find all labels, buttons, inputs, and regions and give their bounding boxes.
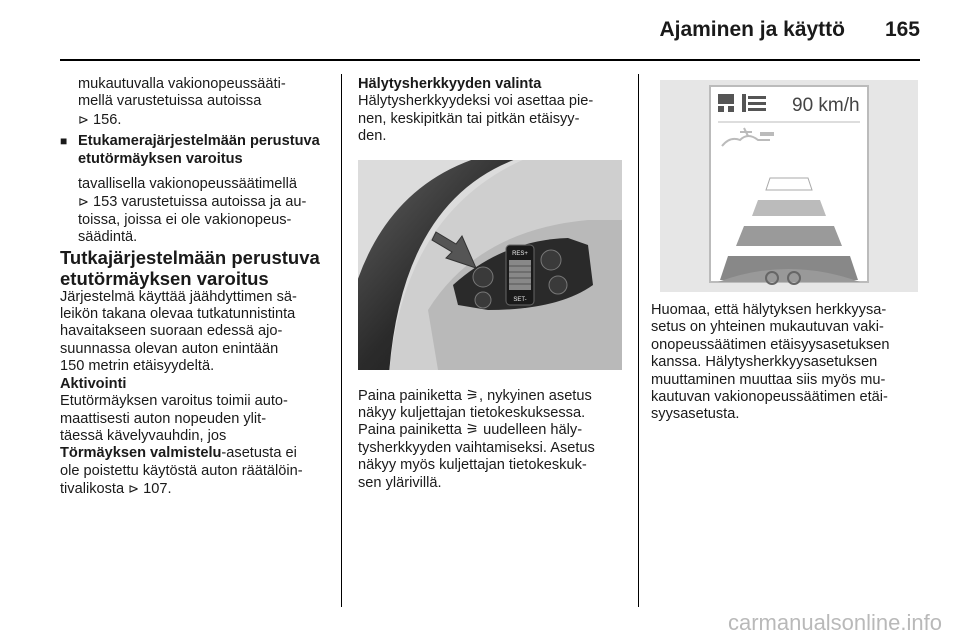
text-line: tysherkkyyden vaihtamiseksi. Asetus	[358, 439, 595, 456]
res-label: RES+	[512, 250, 528, 257]
paragraph	[651, 302, 926, 424]
column-2	[358, 76, 626, 492]
paragraph	[358, 93, 626, 145]
text-line: mellä varustetuissa autoissa	[78, 93, 262, 110]
text-line: säädintä.	[78, 229, 138, 246]
steering-wheel-illustration	[358, 160, 622, 370]
text-line: den.	[358, 128, 387, 145]
text-line: tavallisella vakionopeussäätimellä	[78, 176, 298, 193]
page-number: 165	[884, 18, 920, 41]
text-line: ole poistettu käytöstä auton räätälöin-	[60, 462, 303, 479]
text-line: muuttaminen muuttaa siis myös mu-	[651, 371, 886, 388]
reference-arrow-icon: ⊳	[78, 194, 89, 210]
text-line: suunnassa olevan auton enintään	[60, 340, 279, 357]
watermark[interactable]: carmanualsonline.info	[727, 610, 942, 635]
text-line: näkyy kuljettajan tietokeskuksessa.	[358, 405, 586, 422]
driver-info-display-icon	[660, 80, 918, 292]
text-line: leikön takana olevaa tutkatunnistinta	[60, 306, 296, 323]
speed-readout: 90 km/h	[792, 95, 860, 116]
bullet-item	[60, 133, 330, 168]
sub-heading: Hälytysherkkyyden valinta	[358, 76, 542, 92]
text-line: Etutörmäyksen varoitus toimii auto-	[60, 393, 288, 410]
header-rule	[60, 59, 920, 61]
text-span: Paina painiketta	[358, 422, 462, 439]
text-line: 150 metrin etäisyydeltä.	[60, 358, 215, 375]
text-line: kautuvan vakionopeussäätimen etäi-	[651, 389, 888, 406]
text-line: setus on yhteinen mukautuvan vaki-	[651, 319, 884, 336]
text-line: Järjestelmä käyttää jäähdyttimen sä-	[60, 288, 297, 305]
text-line: mukautuvalla vakionopeussääti-	[78, 76, 286, 92]
text-line: toissa, joissa ei ole vakionopeus-	[78, 211, 292, 228]
text-line	[358, 422, 626, 439]
column-divider-1	[341, 74, 342, 607]
sensitivity-button-icon: ⚞	[465, 422, 480, 439]
bullet-text	[60, 176, 330, 247]
sensitivity-button-icon: ⚞	[465, 387, 480, 404]
text-span: tivalikosta	[60, 481, 125, 498]
text-line	[78, 193, 330, 211]
page-reference[interactable]: 107.	[143, 481, 172, 498]
page-title: Ajaminen ja käyttö	[659, 18, 845, 41]
text-line: maattisesti auton nopeuden ylit-	[60, 410, 267, 427]
column-1	[60, 76, 330, 499]
section-heading: Tutkajärjestelmään perustuva	[60, 246, 320, 268]
text-span: , nykyinen asetus	[479, 387, 592, 404]
text-line: nen, keskipitkän tai pitkän etäisyy-	[358, 110, 580, 127]
text-line: Huomaa, että hälytyksen herkkyysa-	[651, 302, 887, 318]
text-line: syysasetusta.	[651, 406, 740, 423]
text-span: -asetusta ei	[221, 445, 297, 462]
text-line: näkyy myös kuljettajan tietokeskuk-	[358, 457, 587, 474]
bullet-title: Etukamerajärjestelmään perustuva	[78, 133, 320, 150]
text-line: havaitakseen suoraan edessä ajo-	[60, 323, 283, 340]
paragraph	[60, 393, 330, 498]
column-divider-2	[638, 74, 639, 607]
driver-info-display-illustration	[660, 80, 918, 292]
text-line	[358, 388, 626, 405]
column-3	[651, 302, 926, 424]
text-line: sen ylärivillä.	[358, 474, 442, 491]
text-line: täessä kävelyvauhdin, jos	[60, 427, 227, 444]
text-span: uudelleen häly-	[483, 422, 583, 439]
bullet-title: etutörmäyksen varoitus	[78, 150, 243, 167]
setting-name: Törmäyksen valmistelu	[60, 445, 222, 462]
paragraph	[60, 289, 330, 376]
bullet-square-icon: ■	[60, 134, 68, 149]
page-header	[0, 18, 960, 48]
paragraph	[358, 388, 626, 492]
set-label: SET-	[513, 296, 527, 303]
page-reference[interactable]: 156.	[92, 111, 122, 128]
continued-text	[60, 76, 330, 129]
text-line	[60, 480, 330, 498]
reference-arrow-icon: ⊳	[128, 481, 140, 497]
reference-arrow-icon: ⊳	[78, 111, 89, 127]
text-line	[60, 445, 330, 462]
text-span: Paina painiketta	[358, 387, 462, 404]
sub-heading: Aktivointi	[60, 375, 127, 392]
text-line: Hälytysherkkyydeksi voi asettaa pie-	[358, 93, 594, 110]
steering-wheel-icon	[358, 160, 622, 370]
text-line: kanssa. Hälytysherkkyysasetuksen	[651, 354, 878, 371]
text-line	[78, 111, 330, 129]
text-line: onopeussäätimen etäisyysasetuksen	[651, 336, 890, 353]
section-heading: etutörmäyksen varoitus	[60, 267, 269, 289]
page-reference[interactable]: 153 varustetuissa autoissa ja au-	[92, 194, 307, 211]
